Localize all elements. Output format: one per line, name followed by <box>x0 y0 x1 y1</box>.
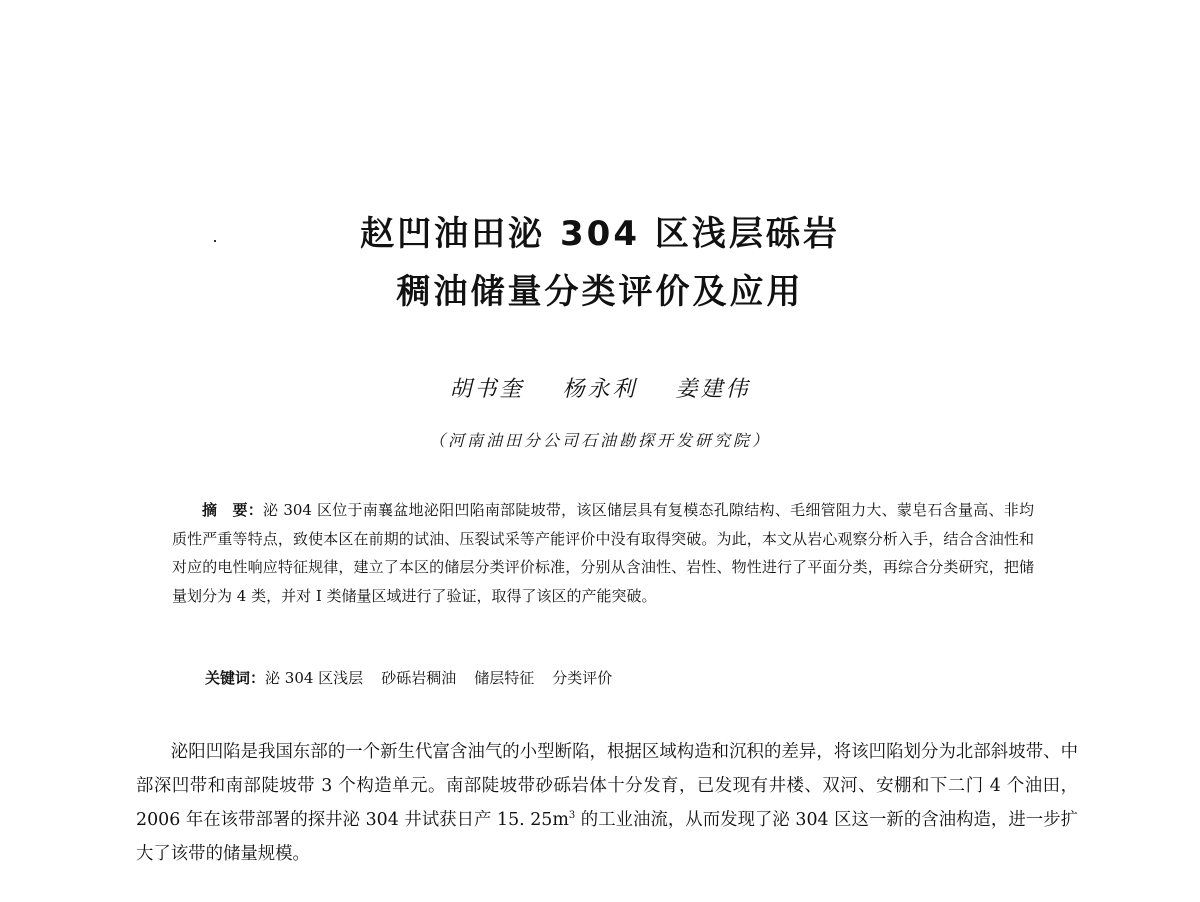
abstract-text: 泌 304 区位于南襄盆地泌阳凹陷南部陡坡带，该区储层具有复模态孔隙结构、毛细管阻力大、蒙皂石含量高、非均质性严重等特点，致使本区在前期的试油、压裂试采等产能评价中没有取得突破。为此，本文从岩心观察分析入手，结合含油性和对应的电性响应特征规律，建立了本区的储层分类评价标准，分别从含油性、岩性、物性进行了平面分类，再综合分类研究，把储量划分为 4 类，并对 Ⅰ 类储量区域进行了验证，取得了该区的产能突破。 <box>172 501 1034 605</box>
keywords <box>205 664 1045 692</box>
body-paragraph <box>136 735 1078 871</box>
paper-title-line-2: 稠油储量分类评价及应用 <box>396 272 804 312</box>
title-block <box>0 205 1200 321</box>
keywords-label: 关键词： <box>205 669 266 687</box>
author-name: 姜建伟 <box>675 377 751 402</box>
keyword: 储层特征 <box>474 669 535 687</box>
author-list <box>0 372 1200 403</box>
keyword: 砂砾岩稠油 <box>381 669 457 687</box>
body-text-part-2: 的工业油流，从而发现了泌 304 区这一新的含油构造，进一步扩大了该带的储量规模。 <box>136 810 1079 864</box>
paper-title-line-1: 赵凹油田泌 304 区浅层砾岩 <box>360 214 840 254</box>
author-name: 胡书奎 <box>449 377 525 402</box>
abstract-label: 摘 要： <box>202 501 264 519</box>
abstract <box>172 496 1034 610</box>
body-text-part-1: 泌阳凹陷是我国东部的一个新生代富含油气的小型断陷，根据区域构造和沉积的差异，将该凹陷划分为北部斜坡带、中部深凹带和南部陡坡带 3 个构造单元。南部陡坡带砂砾岩体十分发育，已发现有井楼、双河、安棚和下二门 4 个油田，2006 年在该带部署的探井泌 304 井试获日产 15. 25m <box>136 742 1078 830</box>
keyword: 分类评价 <box>552 669 613 687</box>
superscript: 3 <box>568 810 576 822</box>
author-name: 杨永利 <box>562 377 638 402</box>
keyword: 泌 304 区浅层 <box>265 669 364 687</box>
author-affiliation: （河南油田分公司石油勘探开发研究院） <box>428 431 771 450</box>
